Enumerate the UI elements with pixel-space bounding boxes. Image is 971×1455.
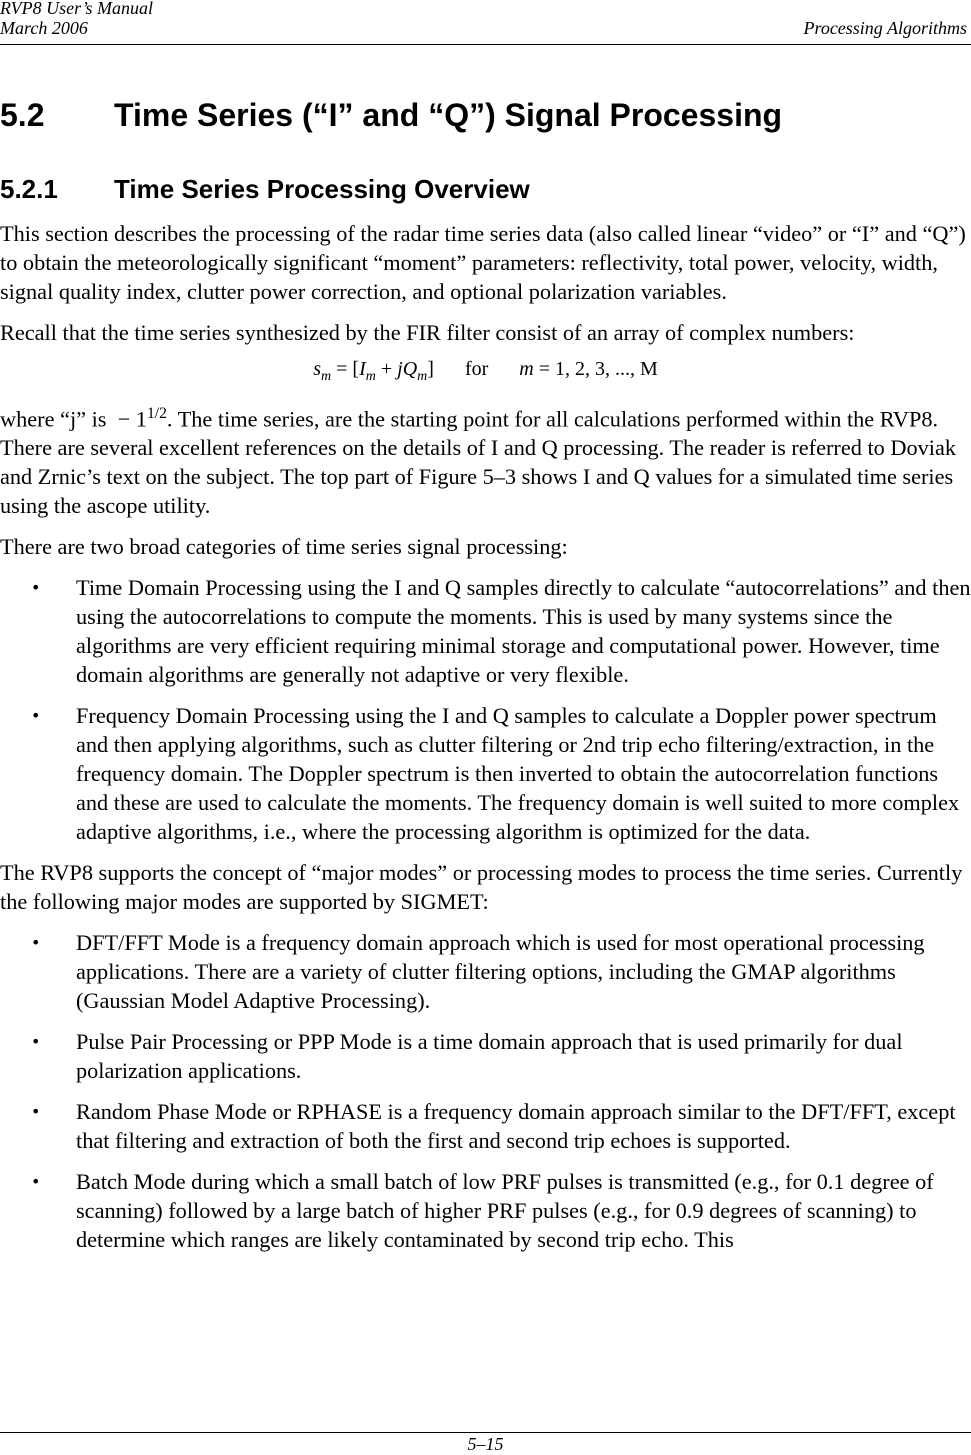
- section-title: Time Series (“I” and “Q”) Signal Processing: [114, 97, 783, 133]
- eq-equals: =: [336, 358, 348, 380]
- manual-title: RVP8 User’s Manual: [0, 0, 153, 18]
- eq-range-var: m: [519, 358, 534, 380]
- list-item: [0, 928, 971, 1015]
- page-header: [0, 0, 971, 45]
- list-item: [0, 701, 971, 846]
- list-item: [0, 1097, 971, 1155]
- eq-for: for: [464, 358, 489, 380]
- eq-jQ: jQ: [397, 358, 418, 380]
- intro-paragraph: This section describes the processing of the radar time series data (also called linear “video” or “I” and “Q”) to obtain the meteorologically significant “moment” parameters: reflectivity, total power, velocity, width, signal quality index, clutter power correction, and optional polarization variables.: [0, 221, 966, 304]
- page-footer: [0, 1432, 971, 1454]
- list-item: [0, 1027, 971, 1085]
- bullet-icon: •: [31, 1172, 41, 1192]
- eq-I-sub: m: [365, 369, 376, 384]
- where-paragraph: [0, 399, 971, 520]
- list-item: [0, 1167, 971, 1254]
- page-number: 5–15: [467, 1434, 504, 1454]
- list-item-text: Pulse Pair Processing or PPP Mode is a time domain approach that is used primarily for dual polarization applications.: [76, 1029, 903, 1084]
- sqrt-exponent: 1/2: [146, 405, 167, 422]
- list-item-text: Random Phase Mode or RPHASE is a frequency domain approach similar to the DFT/FFT, except that filtering and extraction of both the first and second trip echoes is supported.: [76, 1099, 956, 1154]
- subsection-number: 5.2.1: [0, 174, 58, 204]
- bullet-icon: •: [31, 1032, 41, 1052]
- bullet-icon: •: [31, 706, 41, 726]
- time-series-equation: $s_m = [I_m + jQ_m]$ for m = 1, 2, 3, ..., M: [313, 358, 658, 384]
- sqrt-minus-one: − 1: [117, 406, 147, 432]
- recall-paragraph: Recall that the time series synthesized by the FIR filter consist of an array of complex numbers:: [0, 320, 855, 345]
- major-modes-list: [0, 928, 971, 1254]
- eq-range-values: 1, 2, 3, ..., M: [555, 358, 658, 380]
- bullet-icon: •: [31, 933, 41, 953]
- list-item-text: Frequency Domain Processing using the I and Q samples to calculate a Doppler power spectrum and then applying algorithms, such as clutter filtering or 2nd trip echo filtering/extraction, in the frequency domain. The Doppler spectrum is then inverted to obtain the autocorrelation functions and these are used to calculate the moments. The frequency domain is well suited to more complex adaptive algorithms, i.e., where the processing algorithm is optimized for the data.: [76, 703, 960, 845]
- manual-date: March 2006: [0, 18, 88, 38]
- categories-paragraph: There are two broad categories of time series signal processing:: [0, 534, 568, 560]
- eq-lhs: s: [313, 358, 321, 380]
- header-left: [0, 0, 153, 38]
- eq-lhs-sub: m: [320, 369, 332, 384]
- body-content: [0, 219, 971, 1266]
- subsection-title: Time Series Processing Overview: [114, 174, 530, 204]
- section-number: 5.2: [0, 97, 45, 133]
- eq-equals-2: =: [538, 358, 550, 380]
- processing-categories-list: [0, 573, 971, 846]
- eq-jQ-sub: m: [417, 369, 428, 384]
- subsection-heading: [0, 172, 530, 206]
- major-modes-paragraph: The RVP8 supports the concept of “major modes” or processing modes to process the time series. Currently the following major modes are supported by SIGMET:: [0, 860, 963, 915]
- list-item-text: Time Domain Processing using the I and Q samples directly to calculate “autocorrelations” and then using the autocorrelations to compute the moments. This is used by many systems since the algorithms are very efficient requiring minimal storage and computational power. However, time domain algorithms are generally not adaptive or very flexible.: [76, 575, 971, 688]
- bullet-icon: •: [31, 1102, 41, 1122]
- eq-plus: +: [380, 358, 393, 380]
- where-rest: . The time series, are the starting point for all calculations performed within the RVP8. There are several excellent references on the details of I and Q processing. The reader is referred to Doviak and Zrnic’s text on the subject. The top part of Figure 5–3 shows I and Q values for a simulated time series using the ascope utility.: [0, 406, 957, 519]
- eq-I: I: [359, 358, 366, 380]
- list-item-text: DFT/FFT Mode is a frequency domain approach which is used for most operational processing applications. There are a variety of clutter filtering options, including the GMAP algorithms (Gaussian Model Adaptive Processing).: [76, 930, 925, 1014]
- list-item-text: Batch Mode during which a small batch of low PRF pulses is transmitted (e.g., for 0.1 degree of scanning) followed by a large batch of higher PRF pulses (e.g., for 0.9 degrees of scanning) to determine which ranges are likely contaminated by second trip echo. This: [76, 1169, 934, 1253]
- section-heading: [0, 95, 782, 135]
- bullet-icon: •: [31, 578, 41, 598]
- chapter-title: Processing Algorithms: [803, 18, 967, 38]
- where-prefix: where “j” is: [0, 406, 113, 432]
- list-item: [0, 573, 971, 689]
